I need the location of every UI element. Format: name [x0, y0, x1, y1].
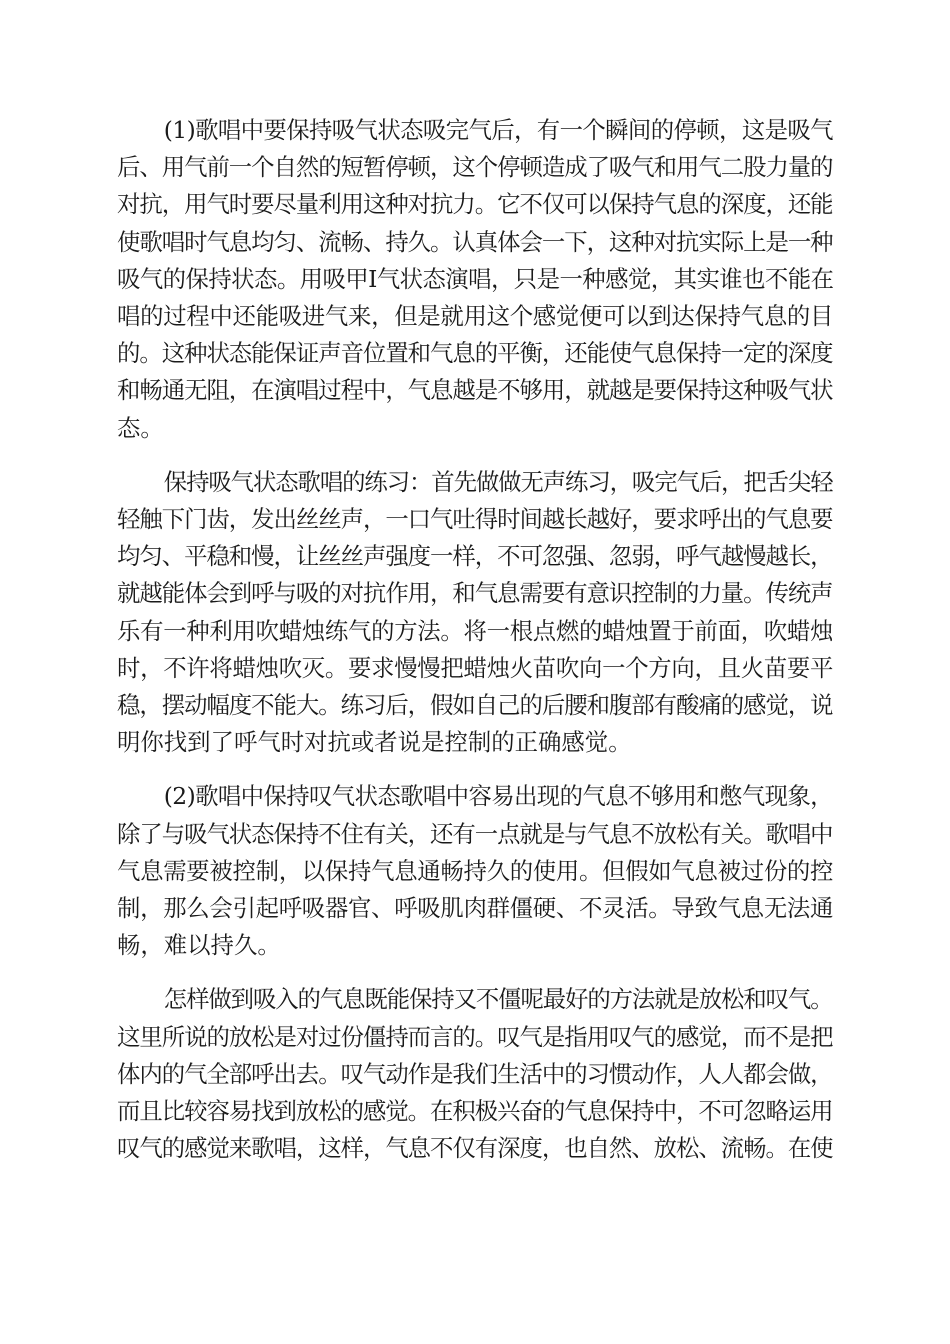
text-line: 怎样做到吸入的气息既能保持又不僵呢最好的方法就是放松和叹气。	[163, 985, 833, 1014]
text-line: 保持吸气状态歌唱的练习：首先做做无声练习，吸完气后，把舌尖轻	[163, 467, 833, 496]
text-line: 的。这种状态能保证声音位置和气息的平衡，还能使气息保持一定的深度	[117, 339, 833, 368]
text-line: 除了与吸气状态保持不住有关，还有一点就是与气息不放松有关。歌唱中	[117, 819, 833, 848]
text-line: 时，不许将蜡烛吹灭。要求慢慢把蜡烛火苗吹向一个方向，且火苗要平	[117, 653, 834, 682]
paragraph-3	[117, 778, 833, 964]
text-line: 乐有一种利用吹蜡烛练气的方法。将一根点燃的蜡烛置于前面，吹蜡烛	[117, 616, 834, 645]
text-line: 这里所说的放松是对过份僵持而言的。叹气是指用叹气的感觉，而不是把	[117, 1022, 833, 1051]
text-line: 对抗，用气时要尽量利用这种对抗力。它不仅可以保持气息的深度，还能	[117, 190, 833, 219]
text-line: 就越能体会到呼与吸的对抗作用，和气息需要有意识控制的力量。传统声	[117, 579, 833, 608]
text-line: 态。	[117, 413, 164, 442]
text-line: 而且比较容易找到放松的感觉。在积极兴奋的气息保持中，不可忽略运用	[117, 1097, 833, 1126]
paragraph-4	[117, 981, 833, 1167]
text-line: 和畅通无阻，在演唱过程中，气息越是不够用，就越是要保持这种吸气状	[117, 376, 833, 405]
text-line: 制，那么会引起呼吸器官、呼吸肌肉群僵硬、不灵活。导致气息无法通	[117, 894, 834, 923]
text-line: 体内的气全部呼出去。叹气动作是我们生活中的习惯动作，人人都会做，	[117, 1059, 833, 1088]
text-line: 气息需要被控制，以保持气息通畅持久的使用。但假如气息被过份的控	[117, 856, 834, 885]
text-line: 均匀、平稳和慢，让丝丝声强度一样，不可忽强、忽弱，呼气越慢越长，	[117, 542, 833, 571]
text-line: 后、用气前一个自然的短暂停顿，这个停顿造成了吸气和用气二股力量的	[117, 153, 833, 182]
document-body	[117, 112, 833, 1184]
text-line: 稳，摆动幅度不能大。练习后，假如自己的后腰和腹部有酸痛的感觉，说	[117, 691, 833, 720]
paragraph-1	[117, 112, 833, 447]
paragraph-2	[117, 464, 833, 762]
text-line: 轻触下门齿，发出丝丝声，一口气吐得时间越长越好，要求呼出的气息要	[117, 505, 833, 534]
text-line: (2)歌唱中保持叹气状态歌唱中容易出现的气息不够用和憋气现象，	[163, 782, 833, 811]
text-line: 唱的过程中还能吸进气来，但是就用这个感觉便可以到达保持气息的目	[117, 302, 834, 331]
text-line: 吸气的保持状态。用吸甲Ⅰ气状态演唱，只是一种感觉，其实谁也不能在	[117, 264, 834, 293]
text-line: 畅，难以持久。	[117, 931, 281, 960]
text-line: 明你找到了呼气时对抗或者说是控制的正确感觉。	[117, 728, 632, 757]
text-line: 使歌唱时气息均匀、流畅、持久。认真体会一下，这种对抗实际上是一种	[117, 227, 833, 256]
text-line: (1)歌唱中要保持吸气状态吸完气后，有一个瞬间的停顿，这是吸气	[163, 116, 833, 144]
text-line: 叹气的感觉来歌唱，这样，气息不仅有深度，也自然、放松、流畅。在使	[117, 1134, 833, 1163]
